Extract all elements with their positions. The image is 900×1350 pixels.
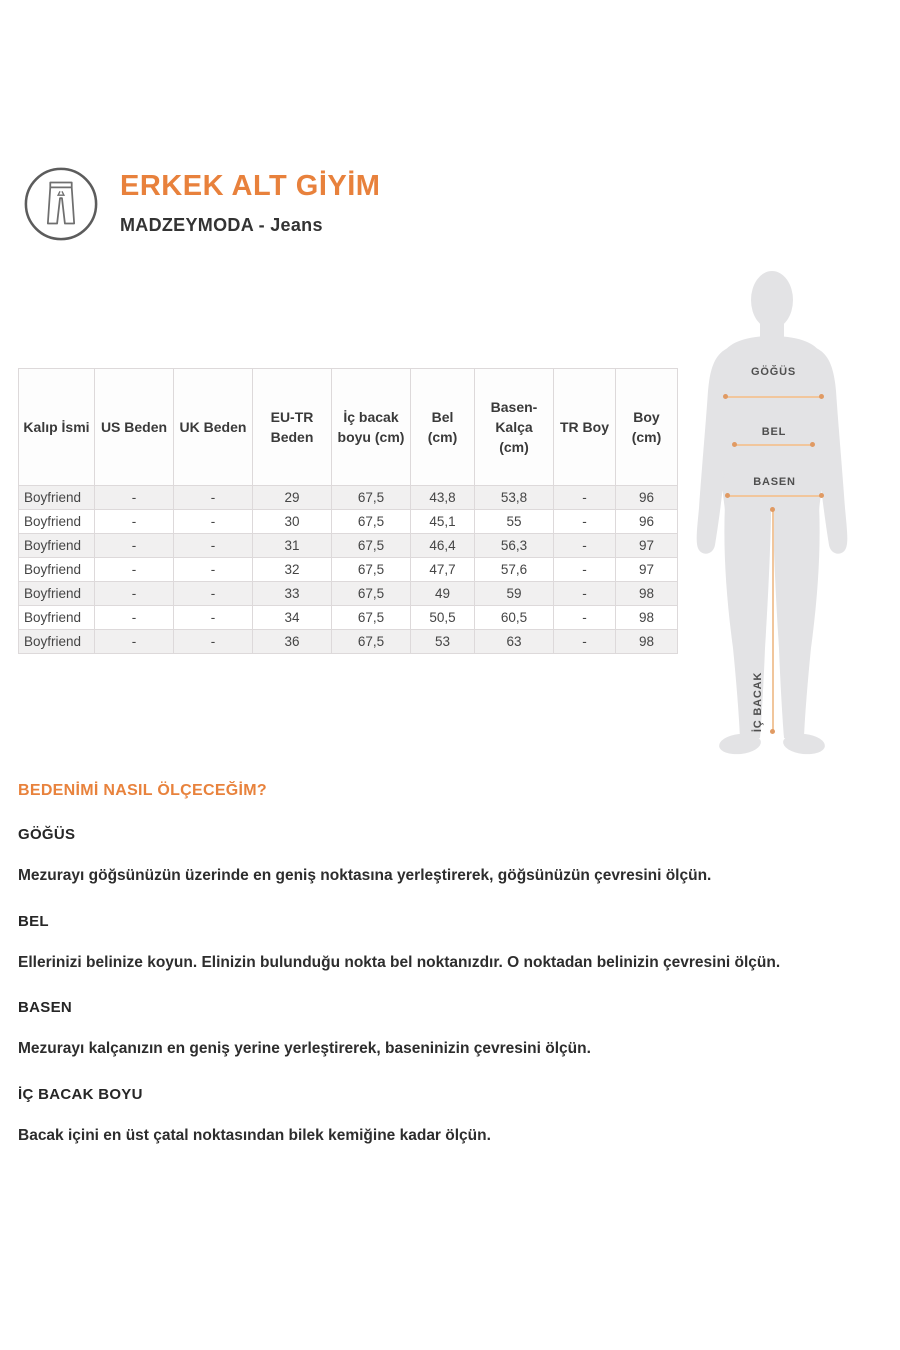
size-value-cell: - xyxy=(554,534,616,558)
column-header: İç bacak boyu (cm) xyxy=(332,369,411,486)
size-value-cell: - xyxy=(95,558,174,582)
size-value-cell: 30 xyxy=(253,510,332,534)
size-value-cell: - xyxy=(95,486,174,510)
hip-line-dot-right xyxy=(819,493,824,498)
size-value-cell: - xyxy=(95,630,174,654)
size-value-cell: 67,5 xyxy=(332,582,411,606)
fit-name-cell: Boyfriend xyxy=(19,582,95,606)
size-value-cell: - xyxy=(554,582,616,606)
inseam-line-dot-bottom xyxy=(770,729,775,734)
size-value-cell: 67,5 xyxy=(332,558,411,582)
size-value-cell: 53,8 xyxy=(475,486,554,510)
size-value-cell: 31 xyxy=(253,534,332,558)
waist-label: BEL xyxy=(761,426,787,438)
size-value-cell: 59 xyxy=(475,582,554,606)
size-value-cell: - xyxy=(554,630,616,654)
size-value-cell: 32 xyxy=(253,558,332,582)
size-value-cell: 98 xyxy=(616,630,678,654)
size-value-cell: 96 xyxy=(616,486,678,510)
fit-name-cell: Boyfriend xyxy=(19,534,95,558)
guide-section-text: Mezurayı kalçanızın en geniş yerine yerleştirerek, baseninizin çevresini ölçün. xyxy=(18,1040,591,1058)
column-header: TR Boy xyxy=(554,369,616,486)
column-header: EU-TR Beden xyxy=(253,369,332,486)
size-table xyxy=(18,368,678,654)
guide-section-title: BASEN xyxy=(18,999,73,1017)
size-value-cell: 47,7 xyxy=(411,558,475,582)
measuring-guide xyxy=(18,782,786,1172)
size-value-cell: - xyxy=(554,510,616,534)
chest-label: GÖĞÜS xyxy=(751,366,796,378)
fit-name-cell: Boyfriend xyxy=(19,606,95,630)
table-row xyxy=(19,582,678,606)
table-row xyxy=(19,486,678,510)
table-row xyxy=(19,558,678,582)
waist-line-dot-right xyxy=(810,442,815,447)
size-value-cell: 67,5 xyxy=(332,606,411,630)
inseam-label: İÇ BACAK xyxy=(752,671,764,733)
size-value-cell: 97 xyxy=(616,534,678,558)
guide-section-title: İÇ BACAK BOYU xyxy=(18,1085,143,1103)
size-value-cell: 57,6 xyxy=(475,558,554,582)
table-row xyxy=(19,534,678,558)
size-value-cell: - xyxy=(95,534,174,558)
table-body xyxy=(19,486,678,654)
size-value-cell: 46,4 xyxy=(411,534,475,558)
hip-measure-line xyxy=(727,495,822,497)
column-header: Basen-Kalça (cm) xyxy=(475,369,554,486)
size-value-cell: - xyxy=(174,486,253,510)
size-value-cell: - xyxy=(174,510,253,534)
guide-section-text: Bacak içini en üst çatal noktasından bilek kemiğine kadar ölçün. xyxy=(18,1126,491,1144)
guide-section-text: Mezurayı göğsünüzün üzerinde en geniş noktasına yerleştirerek, göğsünüzün çevresini ölçün. xyxy=(18,867,712,884)
size-value-cell: 29 xyxy=(253,486,332,510)
column-header: Kalıp İsmi xyxy=(19,369,95,486)
page-subtitle: MADZEYMODA - Jeans xyxy=(120,215,323,236)
waist-line-dot-left xyxy=(732,442,737,447)
size-value-cell: 96 xyxy=(616,510,678,534)
size-value-cell: 98 xyxy=(616,582,678,606)
size-value-cell: 50,5 xyxy=(411,606,475,630)
hip-line-dot-left xyxy=(725,493,730,498)
size-value-cell: - xyxy=(174,606,253,630)
size-value-cell: 53 xyxy=(411,630,475,654)
size-value-cell: 98 xyxy=(616,606,678,630)
fit-name-cell: Boyfriend xyxy=(19,486,95,510)
chest-measure-line xyxy=(725,396,822,398)
size-value-cell: 67,5 xyxy=(332,486,411,510)
size-value-cell: - xyxy=(95,582,174,606)
guide-section-text: Ellerinizi belinize koyun. Elinizin bulunduğu nokta bel noktanızdır. O noktadan belinizin çevresini ölçün. xyxy=(18,953,781,971)
column-header: UK Beden xyxy=(174,369,253,486)
size-value-cell: - xyxy=(174,558,253,582)
size-value-cell: 60,5 xyxy=(475,606,554,630)
size-value-cell: - xyxy=(95,510,174,534)
size-table-wrap xyxy=(18,368,678,654)
inseam-line-dot-top xyxy=(770,507,775,512)
size-value-cell: 55 xyxy=(475,510,554,534)
size-value-cell: 43,8 xyxy=(411,486,475,510)
size-value-cell: 34 xyxy=(253,606,332,630)
size-value-cell: - xyxy=(554,558,616,582)
table-row xyxy=(19,510,678,534)
size-value-cell: 56,3 xyxy=(475,534,554,558)
fit-name-cell: Boyfriend xyxy=(19,510,95,534)
size-value-cell: 45,1 xyxy=(411,510,475,534)
size-value-cell: - xyxy=(174,582,253,606)
size-value-cell: - xyxy=(554,606,616,630)
waist-measure-line xyxy=(734,444,813,446)
guide-section-title: BEL xyxy=(18,912,49,930)
size-value-cell: 97 xyxy=(616,558,678,582)
size-value-cell: 36 xyxy=(253,630,332,654)
table-row xyxy=(19,606,678,630)
size-value-cell: 67,5 xyxy=(332,510,411,534)
chest-line-dot-left xyxy=(723,394,728,399)
column-header: Boy (cm) xyxy=(616,369,678,486)
fit-name-cell: Boyfriend xyxy=(19,630,95,654)
size-value-cell: 33 xyxy=(253,582,332,606)
size-value-cell: - xyxy=(95,606,174,630)
size-value-cell: - xyxy=(554,486,616,510)
column-header: Bel (cm) xyxy=(411,369,475,486)
size-value-cell: 67,5 xyxy=(332,534,411,558)
body-measurement-figure xyxy=(690,256,880,768)
guide-heading: BEDENİMİ NASIL ÖLÇECEĞİM? xyxy=(18,782,267,799)
chest-line-dot-right xyxy=(819,394,824,399)
header-text xyxy=(120,165,380,236)
fit-name-cell: Boyfriend xyxy=(19,558,95,582)
male-silhouette xyxy=(690,256,880,768)
size-value-cell: 67,5 xyxy=(332,630,411,654)
guide-sections xyxy=(18,826,786,1148)
guide-section-title: GÖĞÜS xyxy=(18,826,76,843)
hip-label: BASEN xyxy=(753,476,796,488)
page-title: ERKEK ALT GİYİM xyxy=(120,170,381,202)
inseam-measure-line xyxy=(772,509,774,732)
pants-icon xyxy=(22,165,100,243)
size-value-cell: 49 xyxy=(411,582,475,606)
size-value-cell: - xyxy=(174,630,253,654)
column-header: US Beden xyxy=(95,369,174,486)
size-value-cell: - xyxy=(174,534,253,558)
brand-header xyxy=(22,165,380,243)
table-row xyxy=(19,630,678,654)
table-header-row xyxy=(19,369,678,486)
size-value-cell: 63 xyxy=(475,630,554,654)
